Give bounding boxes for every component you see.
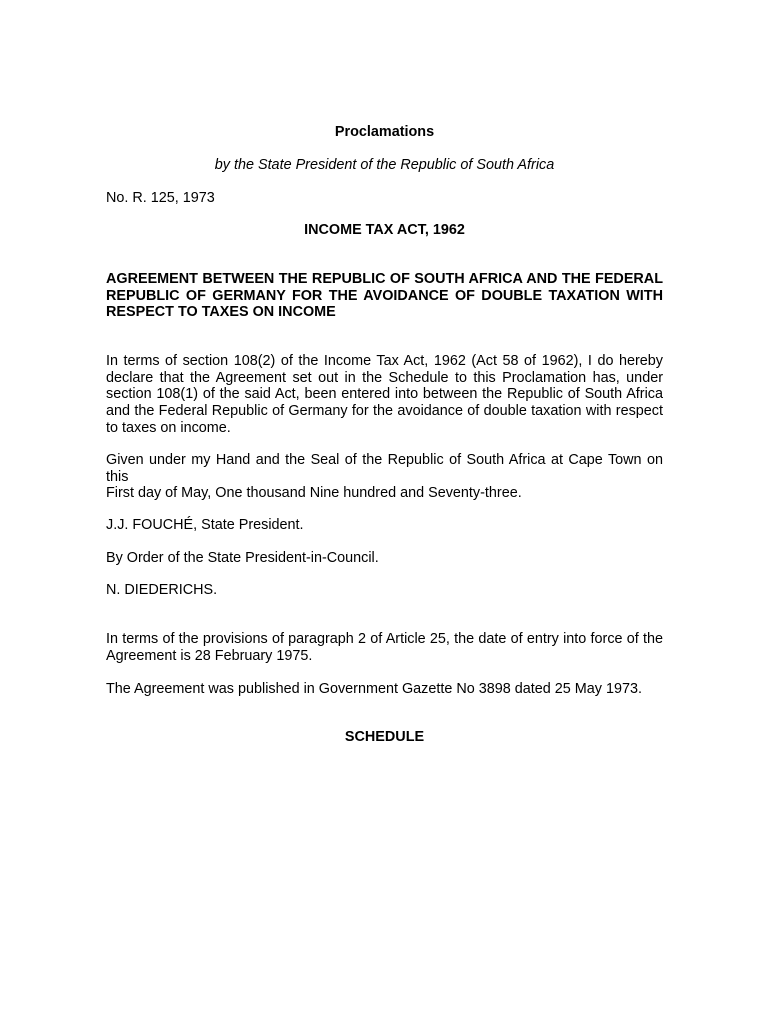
agreement-title-line: AGREEMENT BETWEEN THE REPUBLIC OF SOUTH AFRICA AND THE FEDERAL bbox=[106, 271, 663, 287]
agreement-title bbox=[106, 271, 663, 321]
byline: by the State President of the Republic of South Africa bbox=[214, 157, 555, 173]
agreement-title-line: RESPECT TO TAXES ON INCOME bbox=[106, 304, 336, 321]
agreement-title-line: REPUBLIC OF GERMANY FOR THE AVOIDANCE OF DOUBLE TAXATION WITH bbox=[106, 287, 663, 304]
given-line: Given under my Hand and the Seal of the Republic of South Africa at Cape Town on this bbox=[106, 452, 663, 485]
entry-into-force-line: In terms of the provisions of paragraph 2 of Article 25, the date of entry into force of the bbox=[106, 631, 663, 647]
declaration-line: section 108(1) of the said Act, been entered into between the Republic of South Africa bbox=[106, 386, 663, 403]
given-line: First day of May, One thousand Nine hundred and Seventy-three. bbox=[106, 485, 522, 502]
declaration-line: to taxes on income. bbox=[106, 419, 231, 436]
gazette-note: The Agreement was published in Government Gazette No 3898 dated 25 May 1973. bbox=[106, 681, 642, 697]
page-heading: Proclamations bbox=[334, 124, 435, 140]
signatory: J.J. FOUCHÉ, State President. bbox=[106, 517, 304, 533]
schedule-heading: SCHEDULE bbox=[344, 729, 425, 745]
countersignatory: N. DIEDERICHS. bbox=[106, 582, 218, 598]
proclamation-number: No. R. 125, 1973 bbox=[106, 190, 215, 206]
declaration-line: In terms of section 108(2) of the Income Tax Act, 1962 (Act 58 of 1962), I do hereby bbox=[106, 353, 663, 369]
declaration-line: and the Federal Republic of Germany for the avoidance of double taxation with respect bbox=[106, 403, 663, 420]
entry-into-force-line: Agreement is 28 February 1975. bbox=[106, 647, 313, 664]
order-line: By Order of the State President-in-Council. bbox=[106, 550, 379, 566]
declaration-paragraph bbox=[106, 353, 663, 437]
entry-into-force-paragraph bbox=[106, 631, 663, 664]
given-paragraph bbox=[106, 452, 663, 502]
declaration-line: declare that the Agreement set out in the Schedule to this Proclamation has, under bbox=[106, 369, 663, 386]
act-title: INCOME TAX ACT, 1962 bbox=[304, 222, 465, 238]
